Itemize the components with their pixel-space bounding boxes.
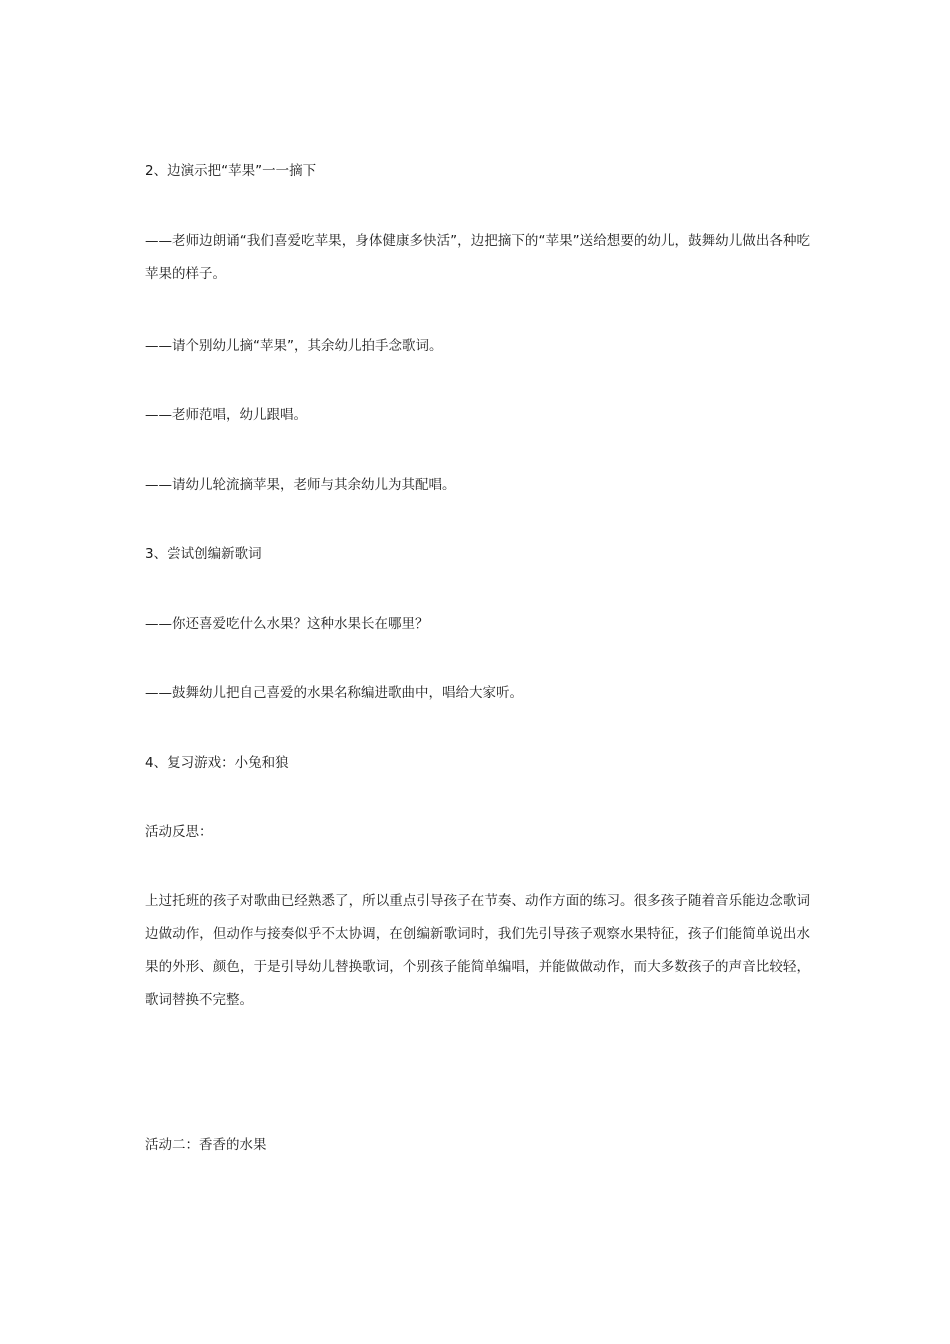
paragraph-encourage-children: ——鼓舞幼儿把自己喜爱的水果名称编进歌曲中，唱给大家听。 [145, 685, 523, 701]
reflection-paragraph: 上过托班的孩子对歌曲已经熟悉了，所以重点引导孩子在节奏、动作方面的练习。很多孩子随着音乐能边念歌词边做动作，但动作与接奏似乎不太协调，在创编新歌词时，我们先引导孩子观察水果特征，孩子们能简单说出水果的外形、颜色，于是引导幼儿替换歌词，个别孩子能简单编唱，并能做做动作，而大多数孩子的声音比较轻，歌词替换不完整。 [145, 893, 810, 1008]
step-2-heading: 2、边演示把“苹果”一一摘下 [145, 163, 317, 179]
step-4-heading: 4、复习游戏：小兔和狼 [145, 755, 289, 771]
document-page [145, 0, 810, 1344]
reflection-heading: 活动反思： [145, 824, 213, 840]
step-3-heading: 3、尝试创编新歌词 [145, 546, 262, 562]
paragraph-ask-fruit: ——你还喜爱吃什么水果？这种水果长在哪里？ [145, 616, 429, 632]
paragraph-teacher-sing: ——老师范唱，幼儿跟唱。 [145, 407, 307, 423]
activity-2-heading: 活动二：香香的水果 [145, 1137, 267, 1153]
paragraph-pick-apple: ——请个别幼儿摘“苹果”，其余幼儿拍手念歌词。 [145, 338, 443, 354]
paragraph-take-turns: ——请幼儿轮流摘苹果，老师与其余幼儿为其配唱。 [145, 477, 456, 493]
paragraph-teacher-recite: ——老师边朗诵“我们喜爱吃苹果，身体健康多快活”，边把摘下的“苹果”送给想要的幼儿，鼓舞幼儿做出各种吃苹果的样子。 [145, 233, 810, 282]
